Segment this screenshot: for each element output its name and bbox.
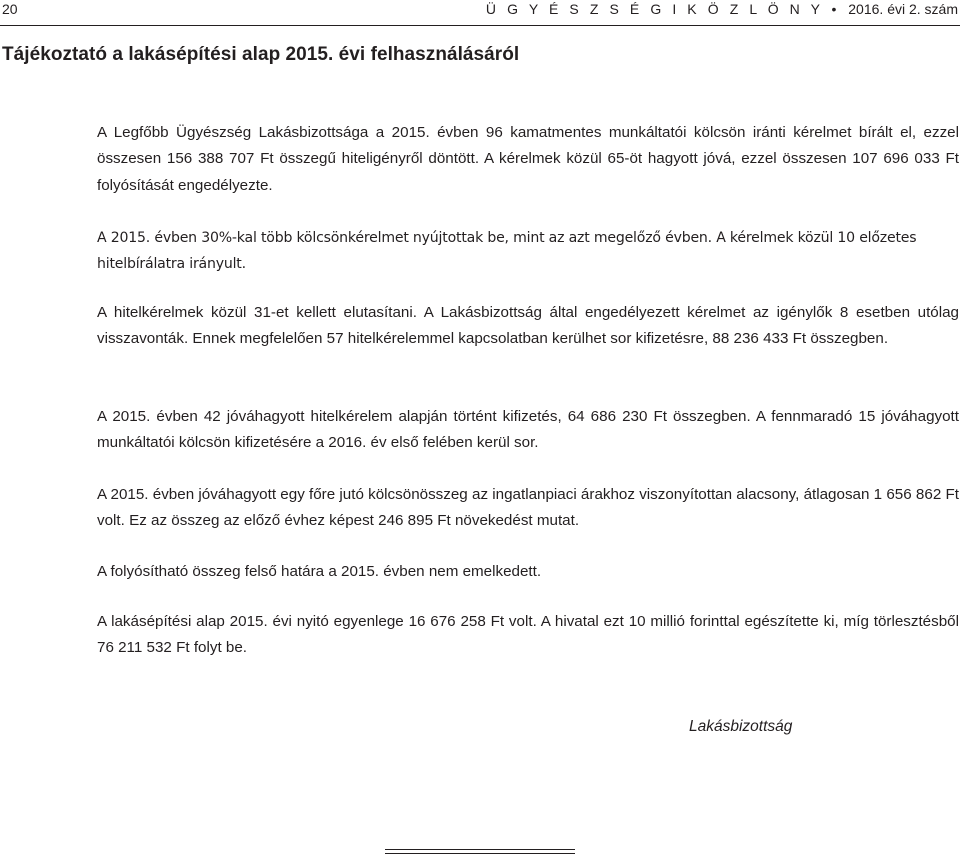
paragraph-2: A 2015. évben 30%-kal több kölcsönkérelmet nyújtottak be, mint az azt megelőző évben. A kérelmek közül 10 előzetes hitelbírálatra irányult. (97, 230, 917, 273)
header-rule (0, 25, 960, 26)
page-title: Tájékoztató a lakásépítési alap 2015. évi felhasználásáról (2, 44, 520, 65)
paragraph-5: A 2015. évben jóváhagyott egy főre jutó kölcsönösszeg az ingatlanpiaci árakhoz viszonyítottan alacsony, átlagosan 1 656 862 Ft volt. Ez az összeg az előző évhez képest 246 895 Ft növekedést mutat. (97, 486, 959, 530)
signature: Lakásbizottság (689, 718, 793, 735)
running-header (486, 1, 958, 17)
running-header-row (0, 0, 960, 26)
header-separator: • (831, 1, 837, 17)
journal-name: Ü G Y É S Z S É G I K Ö Z L Ö N Y (485, 1, 824, 17)
paragraph-4: A 2015. évben 42 jóváhagyott hitelkérelem alapján történt kifizetés, 64 686 230 Ft összegben. A fennmaradó 15 jóváhagyott munkáltatói kölcsön kifizetésére a 2016. év első felében kerül sor. (97, 408, 959, 452)
page-number: 20 (2, 1, 18, 17)
paragraph-6: A folyósítható összeg felső határa a 2015. évben nem emelkedett. (97, 563, 542, 580)
paragraph-3: A hitelkérelmek közül 31-et kellett elutasítani. A Lakásbizottság által engedélyezett kérelmet az igénylők 8 esetben utólag visszavonták. Ennek megfelelően 57 hitelkérelemmel kapcsolatban kerülhet sor kifizetésre, 88 236 433 Ft összegben. (97, 304, 959, 348)
issue-label: 2016. évi 2. szám (848, 1, 958, 17)
paragraph-1: A Legfőbb Ügyészség Lakásbizottsága a 2015. évben 96 kamatmentes munkáltatói kölcsön iránti kérelmet bírált el, ezzel összesen 156 388 707 Ft összegű hiteligényről döntött. A kérelmek közül 65-öt hagyott jóvá, ezzel összesen 107 696 033 Ft folyósítását engedélyezte. (97, 124, 959, 194)
bottom-rule-lower (385, 853, 575, 854)
paragraph-7: A lakásépítési alap 2015. évi nyitó egyenlege 16 676 258 Ft volt. A hivatal ezt 10 millió forinttal egészítette ki, míg törlesztésből 76 211 532 Ft folyt be. (97, 613, 959, 657)
bottom-rule-upper (385, 849, 575, 850)
